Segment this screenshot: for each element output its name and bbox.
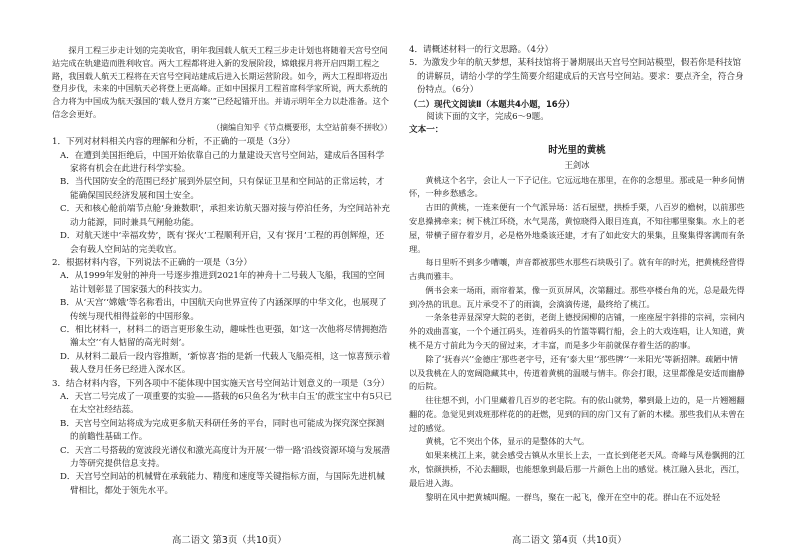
left-column [52, 44, 392, 498]
question-2-option-b: B．从‘天宫’‘嫦娥’等名称看出，中国航天向世界宣传了内涵深厚的中华文化，也展现了传统与现代相得益彰的中国形象。 [60, 298, 387, 322]
question-1-stem: 1．下列对材料相关内容的理解和分析，不正确的一项是（3分） [52, 137, 295, 148]
question-2 [52, 257, 392, 378]
essay-paragraph: 一条条巷弄显深穿大院的老街，老街上德授闲柳的店铺，一座座屋宇斜排的宗祠，宗祠内外的戏曲喜宴，一个个通江码头，连着码头的竹篮等羁行船，会上的大戏连唱，让人知道，黄桃不是方寸前此为今天的留过来，才丰富，而是多少年前就保存着生活的韵事。 [409, 312, 745, 350]
essay-paragraph: 黄桃这个名字，会让人一下子记住。它远远地在那里，在你的念想里。那或是一种乡间情怀，一种乡愁感念。 [409, 174, 745, 199]
question-3-stem: 3．结合材料内容，下列各项中不能体现中国实施天宫号空间站计划意义的一项是（3分） [52, 378, 390, 389]
question-3-option-a: A．天宫二号完成了一项重要的实验——搭载的6只鱼名为‘秋丰白玉’的蔗宝宝中有5只已在太空社经结蕊。 [60, 391, 392, 416]
essay-body [409, 174, 745, 505]
essay-paragraph: 如果来桃江上来，就会感受古镇从水里长上去，一直长到佬老天风。奇峰与风卷飘拥的江水，惊颜拱桥，不沁去翻眼，也能想象到最后那一片颜色上出的感觉。桃江融入县北，西江，最后进入海。 [409, 450, 745, 488]
essay-paragraph: 除了‘抚春兴’‘金德庄’那些老字号，还有‘泰大里’‘那些牌’‘一米阳光’等新招牌。疏陋中情以及我桃在人的宽阔隐藏其中，传道着黄桃的温暖与情丰。你会打眼，这里都像是安适而幽静的后院。 [409, 353, 745, 392]
question-1-option-a: A．在遭到美国拒绝后，中国开始依靠自己的力量建设天宫号空间站，建成后各国科学家将有机会在此进行科学实验。 [60, 150, 385, 175]
question-5: 5．为激发少年的航天梦想，某科技馆将于暑期展出天宫号空间站模型，假若你是科技馆的讲解员，请给小学的学生简要介绍建成后的天宫号空间站。要求：要点齐全，符合身份特点。（6分） [409, 58, 744, 96]
question-2-option-d: D．从材料二最后一段内容推断，‘新惊喜’指的是新一代载人飞船亮相，这一惊喜预示着载人登月任务已经进入深水区。 [60, 351, 391, 376]
essay-paragraph: 黎明在风中把黄城叫醒。一群鸟，聚在一起飞，像开在空中的花。群山在不远处轻 [425, 491, 721, 502]
essay-author: 王剑冰 [564, 159, 590, 170]
question-3-option-b: B．天宫号空间站将成为完成更多航天科研任务的平台，同时也可能成为探究深空探测的前瞻性基础工作。 [60, 418, 385, 443]
question-4: 4．请概述材料一的行文思路。（4分） [409, 45, 554, 55]
question-3-option-c: C．天宫二号搭载的宽波段光谱仪和激光高度计为开展‘一带一路’沿线资源环境与发展潜力等研究提供信息支持。 [60, 445, 391, 469]
passage-source: （摘编自知乎《节点概要形，太空站前奏不拼收》） [212, 122, 392, 132]
essay-title: 时光里的黄桃 [548, 144, 606, 156]
question-2-option-a: A．从1999年发射的神舟一号逐步推进到2021年的神舟十二号载人飞船，我国的空间站计划彰显了国家强大的科技实力。 [60, 271, 385, 295]
text-label: 文本一： [409, 125, 444, 136]
question-1-option-d: D．对航天迷中‘幸福攻势’，既有‘探火’工程顺利开启，又有‘探月’工程的再创辉煌，还会有载人空间站的完美收官。 [60, 231, 385, 255]
reading-instruction: 阅读下面的文字，完成6～9题。 [426, 111, 549, 122]
question-2-option-c: C．相比材料一，材料二的语言更形象生动，趣味性也更强，如‘这一次他将尽情拥抱浩瀚太空’‘有人惦留的高光时刻’。 [60, 324, 388, 349]
material-passage: 探月工程三步走计划的完美收官，明年我国载人航天工程三步走计划也将随着天宫号空间站完成在轨建造而胜利收官。两大工程都将进入新的发展阶段，嫦娥探月将开启四期工程之路，我国载人航天工程将在天宫号空间站建成后进入长期运营阶段。如今，两大工程即将迈出登月步伐，未来的中国航天必将登上更高峰。正如中国探月工程首席科学家所说，两大系统的合力将为中国成为航天强国的‘载人登月方案’”已经起锚开出。并请示明年全力以赴准备。这个信念会更好。 [52, 45, 389, 119]
essay-paragraph: 往往想不到，小门里藏着几百岁的老宅院。有的依山就势，攀到最上边的，是一片翘翘翻翻的花。急觉见到戏班那样花的的赶燃，见到的回的房门又有了新的木樑。那些我们从未曾在过的感觉。 [409, 395, 745, 433]
question-2-stem: 2．根据材料内容，下列说法不正确的一项是（3分） [52, 257, 252, 268]
page-footer-left: 高二语文 第3页（共10页） [172, 535, 287, 546]
question-1-option-b: B．当代国防安全的范围已经扩展到外层空间，只有保证卫星和空间站的正常运转，才能确保国民经济发展和国土安全。 [60, 177, 385, 201]
essay-paragraph: 俩书会来一场雨，雨帘着某，像一页页屏风，次第翻过。那些亭楼台角的光，总是最先得到冷热的讯息。瓦片承受不了的雨滴，会滴滴传递，最终给了桃江。 [409, 284, 745, 309]
right-column [409, 44, 745, 504]
question-3-option-d: D．天宫号空间站的机械臂在承载能力、精度和速度等关键指标方面，与国际先进机械臂相比，都处于领先水平。 [60, 472, 385, 496]
essay-paragraph: 每日里听不到多少嘈嚷，声音都被那些水那些石块吸引了。就有年的时光，把黄桃经营得古典而雅丰。 [409, 257, 745, 282]
question-1-option-c: C．天和核心舱前端节点舱‘身兼数职’，承担来访航天器对接与停泊任务，为空间站补充动力能源，同时兼具气闸舱功能。 [60, 204, 391, 228]
essay-paragraph: 黄桃，它不突出个体，显示的是整体的大气。 [425, 436, 590, 447]
page-footer-right: 高二语文 第4页（共10页） [512, 535, 627, 546]
section-heading: （二）现代文阅读Ⅱ（本题共4小题，16分） [409, 98, 575, 109]
question-3 [52, 378, 392, 499]
question-1 [52, 136, 392, 257]
essay-paragraph: 古田的黄桃，一连来便有一个气派异场：活石屋壁，拱桥手栗，八百岁的檐树，以前那些安息操拂牵来；树下桃江环绕，水气晃荡，黄惊晓得入眼目连真，不知往哪里聚集。水上的老屋，带横子留存着岁月，必是格外地桑该还建，才有了如此安大的果集，且聚集得客满而有条理。 [409, 202, 745, 254]
